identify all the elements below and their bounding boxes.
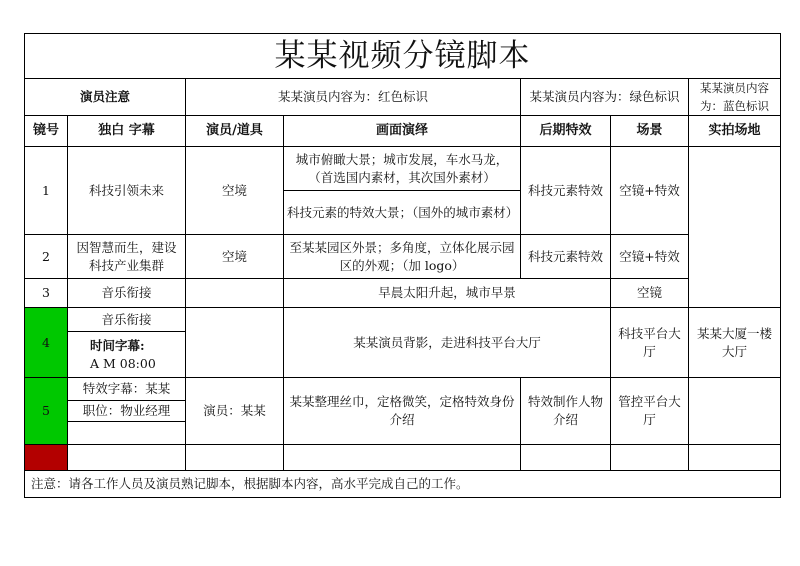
actor-notes-label: 演员注意: [25, 79, 186, 116]
dialog-line: 特效字幕：某某: [68, 378, 185, 401]
shot-number-red-marker: [25, 445, 68, 471]
header-actor: 演员/道具: [186, 116, 284, 147]
effects-cell: 科技元素特效: [521, 235, 611, 279]
footer-note: 注意：请各工作人员及演员熟记脚本，根据脚本内容，高水平完成自己的工作。: [25, 471, 781, 498]
actor-cell: 空境: [186, 235, 284, 279]
header-setting: 场景: [611, 116, 689, 147]
actor-cell: [186, 279, 284, 308]
table-row: [25, 147, 781, 191]
actor-note-blue: 某某演员内容为：蓝色标识: [689, 79, 781, 116]
actor-note-red: 某某演员内容为：红色标识: [186, 79, 521, 116]
dialog-cell: [68, 445, 186, 471]
scene-cell: 某某演员背影，走进科技平台大厅: [284, 308, 611, 378]
table-header-row: [25, 116, 781, 147]
setting-cell: 空镜+特效: [611, 235, 689, 279]
actor-note-green: 某某演员内容为：绿色标识: [521, 79, 689, 116]
table-row: [25, 308, 781, 378]
table-row: [25, 378, 781, 445]
storyboard-sheet: [24, 33, 780, 498]
location-cell: [689, 445, 781, 471]
location-cell: [689, 147, 781, 308]
header-effects: 后期特效: [521, 116, 611, 147]
setting-cell: [611, 445, 689, 471]
shot-number: 3: [25, 279, 68, 308]
actor-cell: 空境: [186, 147, 284, 235]
scene-cell: 城市俯瞰大景；城市发展，车水马龙，（首选国内素材，其次国外素材）: [284, 147, 521, 191]
actor-cell: [186, 308, 284, 378]
effects-cell: 科技元素特效: [521, 147, 611, 235]
shot-number: 2: [25, 235, 68, 279]
location-cell: 某某大厦一楼大厅: [689, 308, 781, 378]
shot-number: 1: [25, 147, 68, 235]
dialog-cell: 因智慧而生，建设科技产业集群: [68, 235, 186, 279]
dialog-cell: 音乐衔接: [68, 279, 186, 308]
dialog-line: 音乐衔接: [68, 308, 185, 332]
time-caption-label: 时间字幕:: [90, 337, 145, 353]
shot-number: 5: [25, 378, 68, 445]
scene-cell: 科技元素的特效大景；（国外的城市素材）: [284, 191, 521, 235]
scene-cell: [284, 445, 521, 471]
effects-cell: 特效制作人物介绍: [521, 378, 611, 445]
effects-cell: [521, 445, 611, 471]
time-caption-value: A M 08:00: [90, 355, 156, 371]
dialog-cell: 科技引领未来: [68, 147, 186, 235]
table-row: [25, 235, 781, 279]
table-row: [25, 279, 781, 308]
dialog-line: 职位：物业经理: [68, 401, 185, 423]
setting-cell: 管控平台大厅: [611, 378, 689, 445]
page-title: 某某视频分镜脚本: [25, 34, 781, 79]
scene-cell: 至某某园区外景；多角度，立体化展示园区的外观；（加 logo）: [284, 235, 521, 279]
location-cell: [689, 378, 781, 445]
scene-cell: 早晨太阳升起，城市早景: [284, 279, 611, 308]
header-location: 实拍场地: [689, 116, 781, 147]
setting-cell: 空镜: [611, 279, 689, 308]
setting-cell: 科技平台大厅: [611, 308, 689, 378]
table-row: [25, 445, 781, 471]
actor-cell: [186, 445, 284, 471]
shot-number: 4: [25, 308, 68, 378]
dialog-cell: [68, 308, 186, 378]
header-scene: 画面演绎: [284, 116, 521, 147]
dialog-line-empty: [68, 422, 185, 444]
actor-cell: 演员：某某: [186, 378, 284, 445]
storyboard-table: [24, 33, 781, 498]
header-dialog: 独白 字幕: [68, 116, 186, 147]
setting-cell: 空镜+特效: [611, 147, 689, 235]
dialog-cell: [68, 378, 186, 445]
scene-cell: 某某整理丝巾，定格微笑，定格特效身份介绍: [284, 378, 521, 445]
header-shot-no: 镜号: [25, 116, 68, 147]
